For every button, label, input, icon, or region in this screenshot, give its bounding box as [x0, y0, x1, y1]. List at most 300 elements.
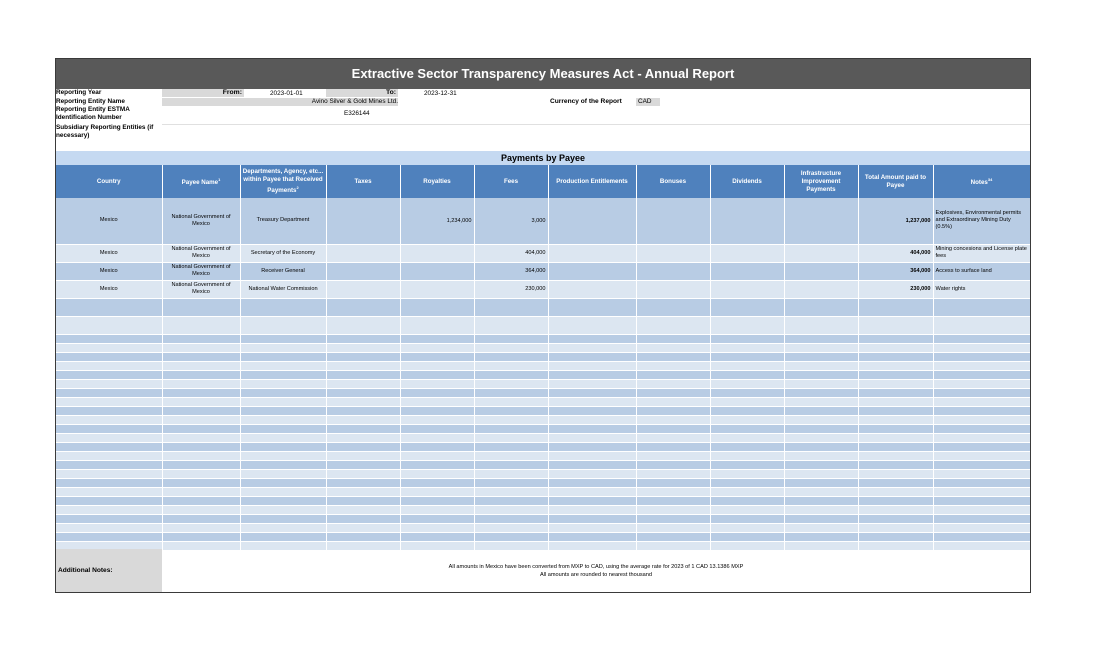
empty-cell	[400, 415, 474, 424]
empty-cell	[326, 505, 400, 514]
empty-cell	[56, 478, 162, 487]
empty-cell	[933, 298, 1030, 316]
empty-cell	[56, 415, 162, 424]
cell-taxes	[326, 280, 400, 298]
empty-table-row	[56, 496, 1030, 505]
empty-cell	[858, 361, 933, 370]
empty-cell	[636, 406, 710, 415]
empty-cell	[858, 406, 933, 415]
empty-cell	[400, 379, 474, 388]
empty-cell	[162, 469, 240, 478]
empty-cell	[636, 442, 710, 451]
empty-cell	[400, 433, 474, 442]
empty-cell	[240, 532, 326, 541]
empty-cell	[858, 442, 933, 451]
empty-cell	[56, 523, 162, 532]
empty-cell	[240, 415, 326, 424]
empty-cell	[474, 460, 548, 469]
empty-cell	[162, 352, 240, 361]
table-row	[56, 198, 1030, 244]
empty-cell	[933, 460, 1030, 469]
empty-cell	[710, 523, 784, 532]
empty-cell	[710, 379, 784, 388]
cell-infrastructure	[784, 262, 858, 280]
cell-department: Treasury Department	[240, 198, 326, 244]
empty-cell	[710, 352, 784, 361]
subsidiary-label-2: necessary)	[56, 132, 90, 139]
empty-cell	[933, 442, 1030, 451]
empty-cell	[548, 433, 636, 442]
cell-payee: National Government of Mexico	[162, 198, 240, 244]
col-infrastructure: Infrastructure Improvement Payments	[784, 165, 858, 198]
empty-cell	[240, 523, 326, 532]
estma-label-1: Reporting Entity ESTMA	[56, 106, 130, 113]
empty-cell	[636, 298, 710, 316]
cell-production	[548, 198, 636, 244]
empty-cell	[933, 397, 1030, 406]
empty-cell	[784, 415, 858, 424]
empty-cell	[858, 496, 933, 505]
empty-cell	[636, 361, 710, 370]
empty-table-row	[56, 379, 1030, 388]
cell-payee: National Government of Mexico	[162, 244, 240, 262]
empty-cell	[710, 316, 784, 334]
empty-cell	[326, 388, 400, 397]
empty-table-row	[56, 298, 1030, 316]
empty-cell	[710, 496, 784, 505]
cell-country: Mexico	[56, 198, 162, 244]
col-total: Total Amount paid to Payee	[858, 165, 933, 198]
currency-label: Currency of the Report	[550, 98, 622, 105]
empty-cell	[240, 478, 326, 487]
empty-cell	[400, 451, 474, 460]
empty-cell	[162, 433, 240, 442]
empty-cell	[636, 379, 710, 388]
empty-cell	[710, 532, 784, 541]
cell-total: 230,000	[858, 280, 933, 298]
empty-cell	[56, 442, 162, 451]
empty-cell	[162, 370, 240, 379]
empty-cell	[474, 514, 548, 523]
empty-cell	[326, 397, 400, 406]
empty-cell	[858, 298, 933, 316]
empty-cell	[400, 478, 474, 487]
empty-cell	[636, 487, 710, 496]
empty-cell	[933, 316, 1030, 334]
cell-notes: Access to surface land	[933, 262, 1030, 280]
empty-cell	[240, 298, 326, 316]
empty-cell	[240, 352, 326, 361]
empty-cell	[710, 469, 784, 478]
empty-cell	[474, 487, 548, 496]
empty-cell	[784, 298, 858, 316]
empty-cell	[784, 361, 858, 370]
empty-cell	[548, 523, 636, 532]
empty-cell	[636, 523, 710, 532]
table-header-row	[56, 165, 1030, 198]
empty-cell	[162, 532, 240, 541]
empty-cell	[784, 397, 858, 406]
empty-cell	[548, 316, 636, 334]
empty-cell	[636, 415, 710, 424]
empty-cell	[56, 379, 162, 388]
reporting-year-label: Reporting Year	[56, 89, 102, 96]
empty-cell	[858, 388, 933, 397]
subsidiary-label-1: Subsidiary Reporting Entities (if	[56, 124, 154, 131]
empty-cell	[326, 523, 400, 532]
empty-cell	[636, 424, 710, 433]
empty-cell	[474, 415, 548, 424]
col-department: Departments, Agency, etc... within Payee that Received Payments$^2$	[240, 165, 326, 198]
empty-table-row	[56, 406, 1030, 415]
empty-cell	[858, 469, 933, 478]
empty-cell	[548, 388, 636, 397]
empty-cell	[162, 334, 240, 343]
empty-cell	[858, 487, 933, 496]
empty-cell	[162, 397, 240, 406]
entity-name-value: Avino Silver & Gold Mines Ltd.	[162, 98, 398, 106]
empty-cell	[784, 316, 858, 334]
currency-value: CAD	[636, 98, 660, 106]
empty-cell	[326, 532, 400, 541]
additional-notes-label: Additional Notes:	[56, 549, 162, 593]
empty-cell	[240, 361, 326, 370]
empty-table-row	[56, 451, 1030, 460]
cell-country: Mexico	[56, 262, 162, 280]
to-label: To:	[326, 89, 398, 97]
empty-cell	[636, 469, 710, 478]
empty-cell	[710, 505, 784, 514]
empty-cell	[933, 361, 1030, 370]
additional-notes	[56, 549, 1030, 593]
cell-dividends	[710, 262, 784, 280]
empty-cell	[162, 496, 240, 505]
empty-cell	[474, 433, 548, 442]
empty-cell	[474, 505, 548, 514]
to-value: 2023-12-31	[424, 90, 457, 97]
empty-cell	[162, 523, 240, 532]
cell-fees: 404,000	[474, 244, 548, 262]
empty-cell	[784, 379, 858, 388]
empty-cell	[326, 298, 400, 316]
empty-cell	[326, 496, 400, 505]
cell-payee: National Government of Mexico	[162, 262, 240, 280]
empty-table-row	[56, 505, 1030, 514]
empty-cell	[56, 352, 162, 361]
empty-cell	[162, 406, 240, 415]
empty-cell	[474, 388, 548, 397]
empty-cell	[710, 460, 784, 469]
cell-country: Mexico	[56, 244, 162, 262]
empty-cell	[548, 406, 636, 415]
empty-cell	[933, 487, 1030, 496]
empty-cell	[636, 316, 710, 334]
empty-cell	[548, 379, 636, 388]
cell-bonuses	[636, 244, 710, 262]
empty-cell	[933, 415, 1030, 424]
empty-cell	[858, 397, 933, 406]
empty-cell	[400, 298, 474, 316]
empty-table-row	[56, 514, 1030, 523]
empty-cell	[474, 352, 548, 361]
empty-cell	[784, 388, 858, 397]
payments-by-payee-heading: Payments by Payee	[56, 151, 1030, 165]
empty-cell	[162, 442, 240, 451]
cell-fees: 3,000	[474, 198, 548, 244]
empty-cell	[56, 397, 162, 406]
empty-cell	[858, 523, 933, 532]
empty-table-row	[56, 388, 1030, 397]
empty-cell	[474, 469, 548, 478]
empty-cell	[56, 505, 162, 514]
empty-cell	[162, 478, 240, 487]
empty-cell	[784, 514, 858, 523]
empty-cell	[858, 505, 933, 514]
col-fees: Fees	[474, 165, 548, 198]
empty-cell	[326, 361, 400, 370]
empty-cell	[56, 298, 162, 316]
empty-cell	[548, 343, 636, 352]
cell-taxes	[326, 198, 400, 244]
empty-cell	[400, 370, 474, 379]
empty-cell	[326, 460, 400, 469]
empty-cell	[636, 514, 710, 523]
empty-cell	[240, 433, 326, 442]
empty-cell	[162, 460, 240, 469]
empty-cell	[56, 451, 162, 460]
report-frame	[55, 58, 1031, 593]
empty-cell	[326, 433, 400, 442]
empty-cell	[933, 334, 1030, 343]
empty-cell	[548, 370, 636, 379]
empty-cell	[784, 406, 858, 415]
empty-cell	[710, 361, 784, 370]
col-bonuses: Bonuses	[636, 165, 710, 198]
empty-cell	[933, 343, 1030, 352]
empty-cell	[56, 370, 162, 379]
empty-table-row	[56, 316, 1030, 334]
empty-cell	[162, 451, 240, 460]
empty-cell	[858, 514, 933, 523]
empty-cell	[636, 388, 710, 397]
empty-table-row	[56, 370, 1030, 379]
empty-cell	[326, 487, 400, 496]
empty-cell	[326, 352, 400, 361]
empty-cell	[784, 478, 858, 487]
empty-cell	[548, 415, 636, 424]
empty-cell	[400, 352, 474, 361]
empty-cell	[162, 424, 240, 433]
empty-cell	[548, 442, 636, 451]
empty-cell	[784, 460, 858, 469]
col-country: Country	[56, 165, 162, 198]
empty-cell	[162, 415, 240, 424]
empty-cell	[56, 514, 162, 523]
empty-cell	[933, 352, 1030, 361]
empty-cell	[400, 406, 474, 415]
empty-cell	[56, 433, 162, 442]
empty-cell	[710, 370, 784, 379]
cell-production	[548, 244, 636, 262]
empty-cell	[326, 469, 400, 478]
empty-cell	[162, 316, 240, 334]
empty-cell	[474, 343, 548, 352]
report-title: Extractive Sector Transparency Measures Act - Annual Report	[56, 59, 1030, 89]
empty-cell	[548, 496, 636, 505]
col-payee: Payee Name$^1$	[162, 165, 240, 198]
empty-cell	[933, 388, 1030, 397]
empty-cell	[474, 532, 548, 541]
empty-cell	[636, 505, 710, 514]
empty-cell	[474, 379, 548, 388]
empty-cell	[240, 334, 326, 343]
cell-royalties	[400, 244, 474, 262]
empty-cell	[933, 469, 1030, 478]
cell-payee: National Government of Mexico	[162, 280, 240, 298]
empty-cell	[858, 451, 933, 460]
table-row	[56, 244, 1030, 262]
empty-cell	[240, 379, 326, 388]
empty-table-row	[56, 532, 1030, 541]
empty-cell	[400, 487, 474, 496]
empty-cell	[710, 397, 784, 406]
cell-infrastructure	[784, 280, 858, 298]
empty-cell	[548, 352, 636, 361]
empty-cell	[784, 505, 858, 514]
empty-cell	[710, 388, 784, 397]
empty-cell	[326, 451, 400, 460]
empty-cell	[326, 424, 400, 433]
cell-production	[548, 262, 636, 280]
additional-notes-text	[162, 563, 1030, 579]
empty-cell	[548, 505, 636, 514]
cell-total: 404,000	[858, 244, 933, 262]
empty-cell	[636, 370, 710, 379]
empty-cell	[784, 451, 858, 460]
empty-cell	[400, 532, 474, 541]
empty-cell	[56, 388, 162, 397]
empty-cell	[56, 361, 162, 370]
cell-dividends	[710, 244, 784, 262]
empty-cell	[474, 334, 548, 343]
empty-cell	[240, 424, 326, 433]
empty-cell	[474, 406, 548, 415]
cell-bonuses	[636, 262, 710, 280]
empty-cell	[400, 343, 474, 352]
cell-total: 364,000	[858, 262, 933, 280]
empty-cell	[240, 469, 326, 478]
empty-cell	[474, 361, 548, 370]
empty-table-row	[56, 487, 1030, 496]
empty-cell	[933, 433, 1030, 442]
from-value: 2023-01-01	[270, 90, 303, 97]
subsidiary-value	[162, 124, 1030, 150]
empty-cell	[326, 343, 400, 352]
payments-table	[56, 165, 1031, 551]
cell-fees: 364,000	[474, 262, 548, 280]
cell-total: 1,237,000	[858, 198, 933, 244]
empty-cell	[710, 442, 784, 451]
empty-cell	[400, 460, 474, 469]
empty-cell	[474, 424, 548, 433]
empty-cell	[784, 487, 858, 496]
empty-cell	[784, 424, 858, 433]
empty-cell	[858, 415, 933, 424]
cell-notes: Water rights	[933, 280, 1030, 298]
empty-cell	[162, 343, 240, 352]
empty-table-row	[56, 424, 1030, 433]
empty-table-row	[56, 469, 1030, 478]
empty-cell	[710, 343, 784, 352]
empty-cell	[548, 424, 636, 433]
cell-notes: Mining concesions and License plate fees	[933, 244, 1030, 262]
empty-cell	[710, 415, 784, 424]
empty-cell	[933, 532, 1030, 541]
empty-cell	[240, 460, 326, 469]
estma-label-2: Identification Number	[56, 114, 122, 121]
table-row	[56, 262, 1030, 280]
empty-cell	[56, 469, 162, 478]
empty-cell	[326, 316, 400, 334]
empty-cell	[784, 469, 858, 478]
empty-table-row	[56, 397, 1030, 406]
empty-cell	[474, 451, 548, 460]
empty-cell	[784, 532, 858, 541]
empty-cell	[784, 523, 858, 532]
empty-cell	[858, 379, 933, 388]
empty-cell	[636, 478, 710, 487]
empty-cell	[56, 487, 162, 496]
empty-cell	[400, 505, 474, 514]
empty-cell	[933, 406, 1030, 415]
empty-cell	[636, 352, 710, 361]
empty-cell	[240, 505, 326, 514]
empty-cell	[474, 442, 548, 451]
empty-cell	[858, 460, 933, 469]
empty-cell	[474, 370, 548, 379]
empty-cell	[784, 334, 858, 343]
cell-department: Secretary of the Economy	[240, 244, 326, 262]
empty-cell	[240, 397, 326, 406]
empty-cell	[240, 388, 326, 397]
empty-cell	[858, 343, 933, 352]
cell-taxes	[326, 262, 400, 280]
empty-cell	[858, 424, 933, 433]
empty-cell	[636, 334, 710, 343]
cell-bonuses	[636, 280, 710, 298]
empty-cell	[56, 316, 162, 334]
empty-cell	[933, 379, 1030, 388]
empty-cell	[240, 370, 326, 379]
empty-cell	[710, 487, 784, 496]
col-taxes: Taxes	[326, 165, 400, 198]
empty-cell	[784, 370, 858, 379]
empty-cell	[326, 415, 400, 424]
empty-table-row	[56, 352, 1030, 361]
empty-cell	[326, 406, 400, 415]
empty-cell	[710, 514, 784, 523]
empty-cell	[858, 370, 933, 379]
cell-royalties: 1,234,000	[400, 198, 474, 244]
empty-cell	[548, 451, 636, 460]
reporting-info	[56, 89, 1030, 151]
empty-cell	[162, 505, 240, 514]
cell-royalties	[400, 280, 474, 298]
empty-cell	[240, 514, 326, 523]
empty-table-row	[56, 415, 1030, 424]
empty-cell	[710, 433, 784, 442]
empty-cell	[474, 298, 548, 316]
